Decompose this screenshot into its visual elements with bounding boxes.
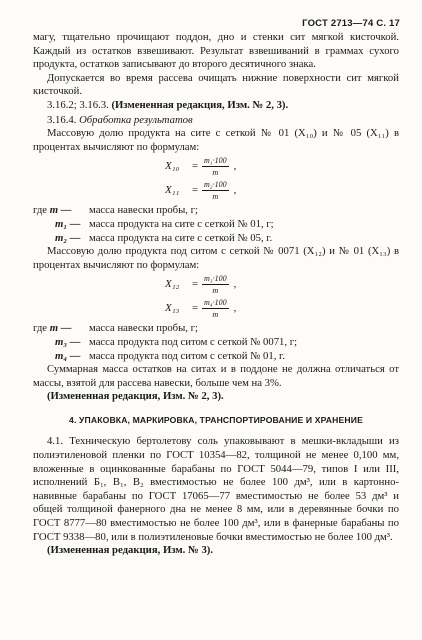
fraction: [202, 274, 229, 295]
formula-x13: X₁₃ = $\frac{\text{m₄·100}}{m}$ ,: [165, 298, 237, 320]
amendment-text: (Измененная редакция, Изм. № 2, 3).: [111, 98, 289, 111]
fraction-numerator: m₁·100: [204, 156, 227, 166]
fraction-denominator: m: [212, 192, 219, 202]
formula-tail: ,: [233, 160, 237, 173]
fraction-denominator: m: [212, 168, 219, 178]
formula-lhs: X₁₀: [165, 160, 180, 173]
fraction-numerator: m₂·100: [204, 180, 227, 190]
running-header: ГОСТ 2713—74 С. 17: [302, 18, 400, 29]
formula-tail: ,: [233, 278, 237, 291]
formula-lhs: X₁₃: [165, 302, 180, 315]
fraction: [202, 298, 229, 319]
formula-x12: X₁₂ = $\frac{\text{m₃·100}}{m}$ ,: [165, 274, 237, 296]
paragraph-continuation: магу, тщательно прочищают поддон, дно и стенки сит мягкой кисточкой. Каждый из остатков взвешивают. Результат взвешиваний в граммах сухого продукта, остатков записывают до второго десятичного знака.: [33, 31, 399, 71]
fraction: [202, 180, 229, 201]
formula-lhs: X₁₁: [165, 184, 180, 197]
fraction-denominator: m: [212, 286, 219, 296]
section-name: Обработка результатов: [79, 113, 193, 126]
legend-row: [33, 218, 399, 232]
paragraph-packaging: 4.1. Техническую бертолетову соль упаковывают в мешки-вкладыши из полиэтиленовой пленки по ГОСТ 10354—82, толщиной не менее 0,100 мм, вложенные в оцинкованные барабаны по ГОСТ 5044—79, типов I или III, исполнений Б₁, В₁, В₂ вместимостью не более 100 дм³, или в картонно-навивные барабаны по ГОСТ 17065—77 вместимостью не более 53 дм³ и общей толщиной фанерного дна не менее 8 мм, или в деревянные бочки по ГОСТ 8777—80 вместимостью не более 100 дм³, или в фанерные барабаны по ГОСТ 9338—80, или в полиэтиленовые бочки вместимостью не более 100 дм³.: [33, 435, 399, 543]
formula-x11: X₁₁ = $\frac{\text{m₂·100}}{m}$ ,: [165, 180, 237, 202]
section-title: [33, 114, 399, 128]
legend-text: масса продукта под ситом с сеткой № 0071, г;: [89, 335, 298, 348]
legend-row: [33, 350, 399, 364]
formula-x10: X₁₀ = $\frac{\text{m₁·100}}{m}$ ,: [165, 156, 237, 178]
paragraph-mass-fraction-under: Массовую долю продукта под ситом с сеткой № 0071 (X₁₂) и № 01 (X₁₃) в процентах вычисляют по формулам:: [33, 245, 399, 271]
legend-text: масса продукта на сите с сеткой № 05, г.: [89, 231, 273, 244]
fraction-numerator: m₄·100: [204, 298, 227, 308]
legend-symbol: m₂ —: [55, 231, 81, 244]
legend-symbol: m₃ —: [55, 335, 81, 348]
page-content: [33, 31, 399, 558]
legend-row: [33, 336, 399, 350]
legend-text: масса продукта под ситом с сеткой № 01, г.: [89, 349, 285, 362]
legend-text: масса навески пробы, г;: [89, 204, 198, 217]
amendment-note-3: (Измененная редакция, Изм. № 3).: [47, 544, 214, 557]
legend-row: [33, 204, 399, 218]
section-heading: 4. УПАКОВКА, МАРКИРОВКА, ТРАНСПОРТИРОВАНИЕ И ХРАНЕНИЕ: [69, 414, 363, 425]
formula-tail: ,: [233, 302, 237, 315]
legend-row: [33, 232, 399, 246]
legend-symbol: m₁ —: [55, 217, 81, 230]
fraction: [202, 156, 229, 177]
paragraph-cleaning-note: Допускается во время рассева очищать нижние поверхности сит мягкой кисточкой.: [33, 71, 399, 98]
section-number: 3.16.4.: [47, 113, 77, 126]
legend-block-1: [33, 204, 399, 245]
formula-tail: ,: [233, 184, 237, 197]
paragraph-mass-fraction-sieve: Массовую долю продукта на сите с сеткой № 01 (X₁₀) и № 05 (X₁₁) в процентах вычисляют по формулам:: [33, 127, 399, 153]
fraction-numerator: m₃·100: [204, 274, 227, 284]
formula-lhs: X₁₂: [165, 278, 180, 291]
amendment-note-1: [33, 99, 399, 113]
amendment-note-2: (Измененная редакция, Изм. № 2, 3).: [47, 390, 224, 403]
legend-symbol: где m —: [33, 204, 72, 217]
legend-symbol: где m —: [33, 322, 72, 335]
paragraph-total-mass: Суммарная масса остатков на ситах и в поддоне не должна отличаться от массы, взятой для рассева навески, больше чем на 3%.: [33, 363, 399, 389]
legend-row: [33, 322, 399, 336]
clause-reference: 3.16.2; 3.16.3.: [47, 98, 109, 111]
fraction-denominator: m: [212, 310, 219, 320]
legend-symbol: m₄ —: [55, 349, 81, 362]
legend-block-2: [33, 322, 399, 363]
legend-text: масса продукта на сите с сеткой № 01, г;: [89, 217, 274, 230]
legend-text: масса навески пробы, г;: [89, 322, 198, 335]
